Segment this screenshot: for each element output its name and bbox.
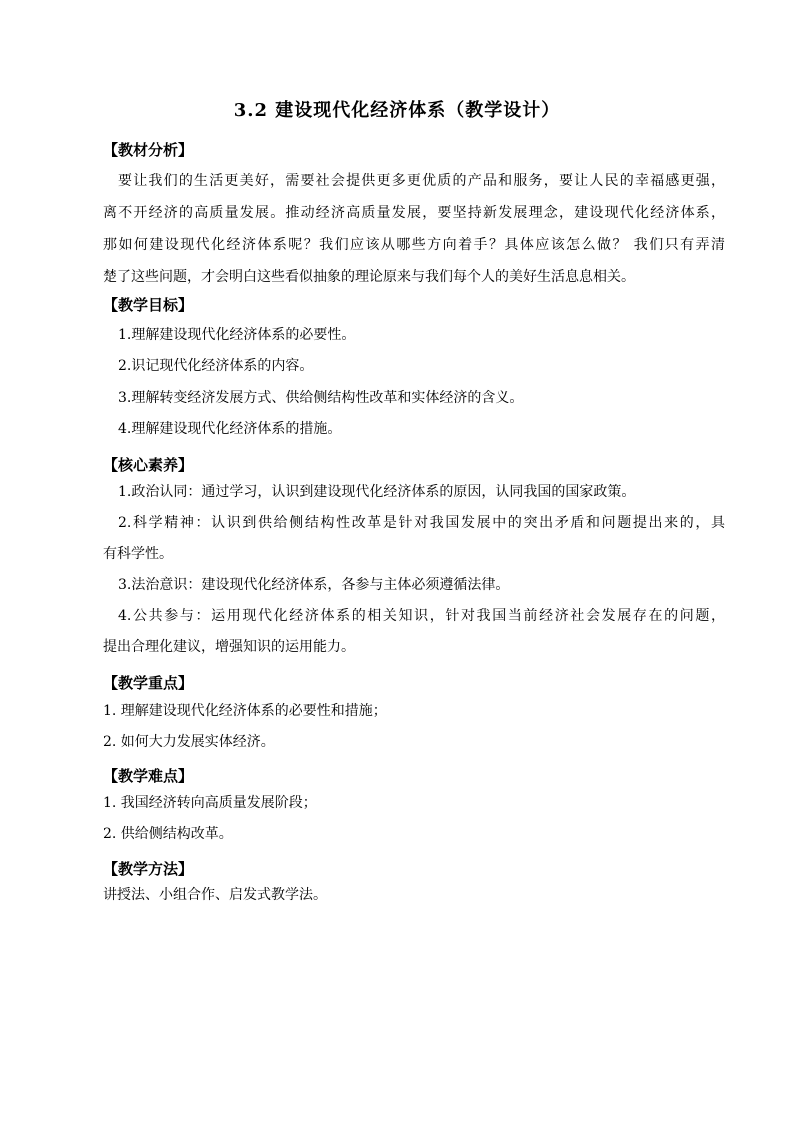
heading-teaching-methods: 【教学方法】 xyxy=(103,860,194,878)
literacy-line: 4.公共参与：运用现代化经济体系的相关知识，针对我国当前经济社会发展存在的问题， xyxy=(118,608,725,624)
heading-teaching-goals: 【教学目标】 xyxy=(103,296,194,314)
literacy-line: 提出合理化建议，增强知识的运用能力。 xyxy=(103,639,355,655)
heading-textbook-analysis: 【教材分析】 xyxy=(103,141,194,159)
analysis-line: 要让我们的生活更美好，需要社会提供更多更优质的产品和服务，要让人民的幸福感更强， xyxy=(118,173,725,189)
methods-text: 讲授法、小组合作、启发式教学法。 xyxy=(103,887,327,903)
literacy-line: 有科学性。 xyxy=(103,546,173,562)
difficulty-item: 2. 供给侧结构改革。 xyxy=(103,826,233,842)
analysis-line: 那如何建设现代化经济体系呢？我们应该从哪些方向着手？具体应该怎么做？ 我们只有弄清 xyxy=(103,237,725,253)
goal-item: 3.理解转变经济发展方式、供给侧结构性改革和实体经济的含义。 xyxy=(118,390,524,406)
goal-item: 1.理解建设现代化经济体系的必要性。 xyxy=(118,327,356,343)
heading-core-literacy: 【核心素养】 xyxy=(103,456,194,474)
heading-key-points: 【教学重点】 xyxy=(103,674,194,692)
analysis-line: 楚了这些问题，才会明白这些看似抽象的理论原来与我们每个人的美好生活息息相关。 xyxy=(103,269,635,285)
literacy-line: 3.法治意识：建设现代化经济体系，各参与主体必须遵循法律。 xyxy=(118,577,510,593)
key-point-item: 1. 理解建设现代化经济体系的必要性和措施； xyxy=(103,703,387,719)
literacy-line: 2.科学精神：认识到供给侧结构性改革是针对我国发展中的突出矛盾和问题提出来的，具 xyxy=(118,515,725,531)
goal-item: 4.理解建设现代化经济体系的措施。 xyxy=(118,421,342,437)
heading-difficulties: 【教学难点】 xyxy=(103,767,194,785)
analysis-line: 离不开经济的高质量发展。推动经济高质量发展，要坚持新发展理念，建设现代化经济体系， xyxy=(103,205,725,221)
difficulty-item: 1. 我国经济转向高质量发展阶段； xyxy=(103,795,317,811)
goal-item: 2.识记现代化经济体系的内容。 xyxy=(118,358,314,374)
literacy-line: 1.政治认同：通过学习，认识到建设现代化经济体系的原因，认同我国的国家政策。 xyxy=(118,484,636,500)
document-title: 3.2 建设现代化经济体系（教学设计） xyxy=(233,100,561,121)
key-point-item: 2. 如何大力发展实体经济。 xyxy=(103,734,275,750)
